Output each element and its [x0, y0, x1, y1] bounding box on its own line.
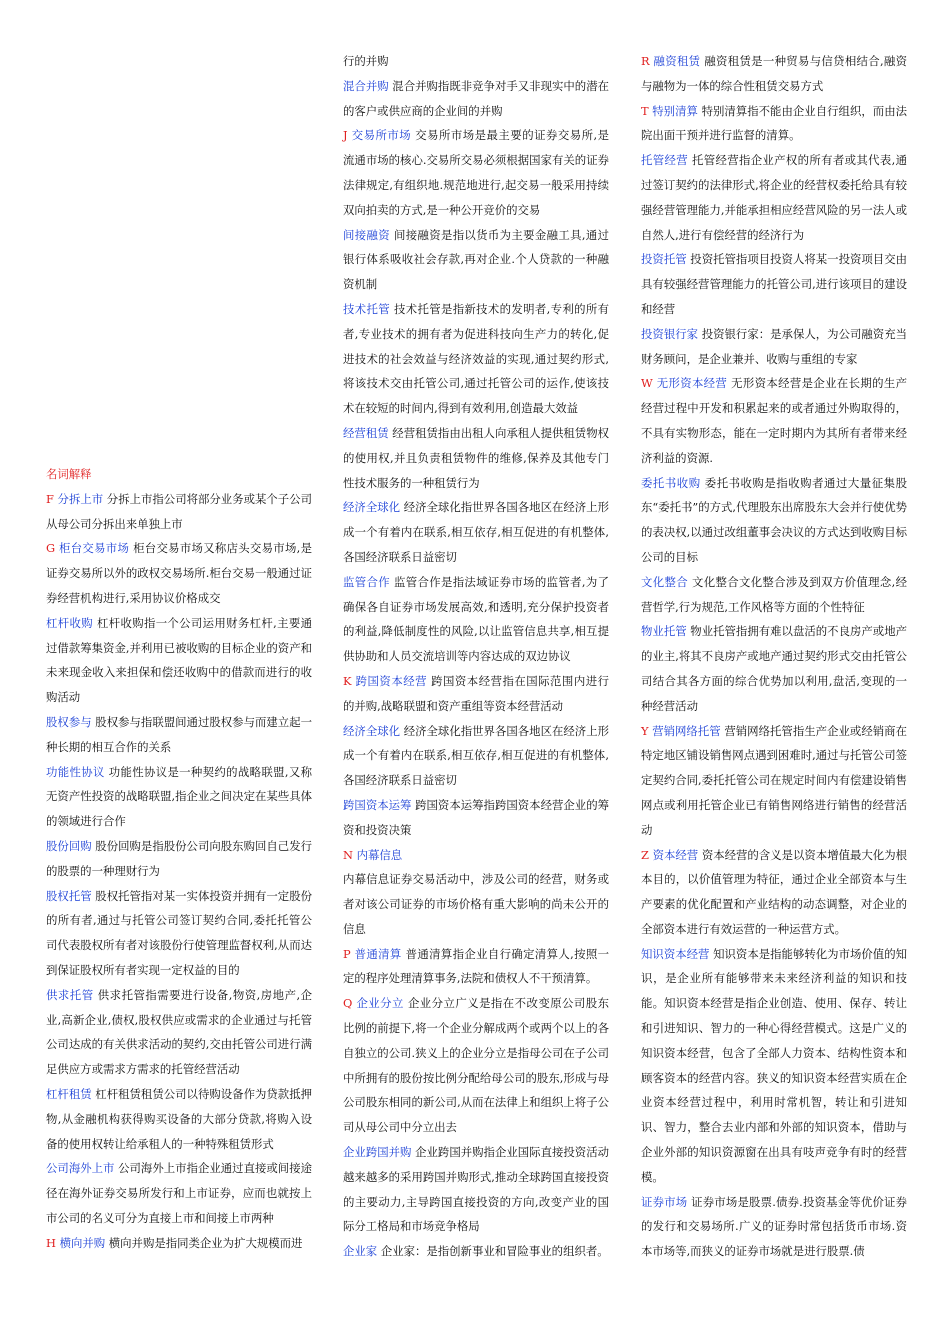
glossary-entry — [46, 1231, 312, 1256]
glossary-entry — [641, 247, 907, 321]
glossary-entry — [343, 74, 609, 124]
glossary-term: 文化整合 — [641, 574, 688, 589]
index-letter: Q — [343, 996, 353, 1011]
glossary-definition: 企业家：是指创新事业和冒险事业的组织者。 — [380, 1244, 609, 1259]
glossary-term: 跨国资本经营 — [355, 673, 427, 688]
glossary-entry — [343, 1239, 609, 1264]
glossary-term: 经济全球化 — [343, 723, 401, 738]
glossary-term: 供求托管 — [46, 987, 94, 1002]
glossary-entry — [343, 843, 609, 868]
glossary-term: 知识资本经营 — [641, 946, 710, 961]
glossary-definition: 杠杆收购指一个公司运用财务杠杆,主要通过借款筹集资金,并利用已被收购的目标企业的资产和未来现金收入来担保和偿还收购中的借款而进行的收购活动 — [46, 615, 312, 705]
glossary-definition: 分拆上市指公司将部分业务或某个子公司从母公司分拆出来单独上市 — [46, 491, 312, 531]
glossary-term: 委托书收购 — [641, 475, 701, 490]
glossary-definition: 资本经营的含义是以资本增值最大化为根本目的，以价值管理为特征，通过企业全部资本与生产要素的优化配置和产业结构的动态调整，对企业的全部资本进行有效运营的一种运营方式。 — [641, 847, 907, 936]
glossary-definition: 证券市场是股票.债券.投资基金等优价证券的发行和交易场所.广义的证券时常包括货币市场.资本市场等,而狭义的证券市场就是进行股票.债 — [641, 1194, 907, 1259]
glossary-entry — [343, 297, 609, 421]
glossary-entry — [343, 495, 609, 569]
glossary-entry — [46, 983, 312, 1082]
glossary-definition: 融资租赁是一种贸易与信贷相结合,融资与融物为一体的综合性租赁交易方式 — [641, 54, 908, 93]
glossary-definition: 委托书收购是指收购者通过大量征集股东“委托书”的方式,代理股东出席股东大会并行使优势的表决权,以通过改组董事会决议的方式达到收购目标公司的目标 — [641, 475, 907, 564]
glossary-term: 企业分立 — [356, 996, 404, 1011]
glossary-entry — [641, 942, 907, 1190]
glossary-term: 物业托管 — [641, 624, 687, 639]
glossary-entry — [641, 570, 907, 620]
glossary-definition: 物业托管指拥有难以盘活的不良房产或地产的业主,将其不良房产或地产通过契约形式交由托管公司结合其各方面的综合优势加以利用,盘活,变现的一种经营活动 — [641, 624, 907, 713]
glossary-entry — [46, 536, 312, 610]
glossary-definition: 柜台交易市场又称店头交易市场,是证券交易所以外的政权交易场所.柜台交易一般通过证券经营机构进行,采用协议价格成交 — [46, 541, 312, 605]
glossary-term: 投资银行家 — [641, 326, 699, 341]
glossary-definition: 杠杆租赁租赁公司以待购设备作为贷款抵押物,从金融机构获得购买设备的大部分贷款,将购入设备的使用权转让给承租人的一种特殊租赁形式 — [46, 1086, 312, 1151]
glossary-term: 经济全球化 — [343, 500, 401, 515]
glossary-term: 横向并购 — [59, 1235, 106, 1250]
glossary-definition: 营销网络托管指生产企业或经销商在特定地区铺设销售网点遇到困难时,通过与托管公司签定契约合同,委托托管公司在规定时间内有偿建设销售网点或利用托管企业已有销售网络进行销售的经营活动 — [641, 723, 907, 837]
glossary-definition: 企业分立广义是指在不改变原公司股东比例的前提下,将一个企业分解成两个或两个以上的各自独立的公司.狭义上的企业分立是指母公司在子公司中所拥有的股份按比例分配给母公司的股东,形成与母公司股东相同的新公司,从而在法律上和组织上将子公司从母公司中分立出去 — [343, 996, 609, 1135]
glossary-entry — [641, 1190, 907, 1264]
glossary-term: 分拆上市 — [57, 491, 104, 506]
glossary-term: 间接融资 — [343, 227, 390, 242]
glossary-definition: 无形资本经营是企业在长期的生产经营过程中开发和积累起来的或者通过外购取得的，不具有实物形态，能在一定时期内为其所有者带来经济利益的资源. — [641, 376, 907, 465]
glossary-term: 公司海外上市 — [46, 1161, 115, 1176]
index-letter: J — [343, 128, 348, 143]
column-middle — [343, 49, 609, 1264]
glossary-term: 混合并购 — [343, 78, 389, 93]
section-title: 名词解释 — [46, 467, 92, 481]
glossary-definition: 股份回购是指股份公司向股东购回自己发行的股票的一种理财行为 — [46, 838, 312, 878]
glossary-entry — [641, 148, 907, 247]
glossary-term: 技术托管 — [343, 301, 390, 316]
glossary-definition: 内幕信息证券交易活动中，涉及公司的经营，财务或者对该公司证券的市场价格有重大影响的尚未公开的信息 — [343, 872, 609, 936]
glossary-term: 股权参与 — [46, 714, 92, 729]
glossary-entry — [46, 487, 312, 537]
glossary-entry — [46, 834, 312, 884]
index-letter: T — [641, 103, 649, 118]
glossary-definition: 间接融资是指以货币为主要金融工具,通过银行体系吸收社会存款,再对企业.个人贷款的一种融资机制 — [343, 227, 609, 292]
glossary-entry — [343, 123, 609, 222]
glossary-definition: 技术托管是指新技术的发明者,专利的所有者,专业技术的拥有者为促进科技向生产力的转化,促进技术的社会效益与经济效益的实现,通过契约形式,将该技术交由托管公司,通过托管公司的运作,使该技术在较短的时间内,得到有效利用,创造最大效益 — [343, 301, 609, 416]
glossary-term: 杠杆租赁 — [46, 1086, 92, 1101]
glossary-entry — [641, 719, 907, 843]
glossary-definition: 企业跨国并购指企业国际直接投资活动越来越多的采用跨国并购形式,推动全球跨国直接投资的主要动力,主导跨国直接投资的方向,改变产业的国际分工格局和市场竞争格局 — [343, 1145, 609, 1234]
glossary-entry — [46, 611, 312, 710]
column-right — [641, 49, 907, 1264]
index-letter: F — [46, 491, 54, 506]
glossary-term: 监管合作 — [343, 574, 390, 589]
glossary-definition: 托管经营指企业产权的所有者或其代表,通过签订契约的法律形式,将企业的经营权委托给具有较强经营管理能力,并能承担相应经营风险的另一法人或自然人,进行有偿经营的经济行为 — [641, 153, 907, 242]
glossary-definition: 股权托管指对某一实体投资并拥有一定股份的所有者,通过与托管公司签订契约合同,委托托管公司代表股权所有者对该股份行使管理监督权利,从而达到保证股权所有者实现一定权益的目的 — [46, 888, 312, 977]
glossary-term: 证券市场 — [641, 1194, 688, 1209]
glossary-term: 交易所市场 — [351, 128, 412, 143]
glossary-entry — [641, 371, 907, 470]
index-letter: W — [641, 376, 653, 391]
glossary-entry — [46, 710, 312, 760]
glossary-term: 无形资本经营 — [656, 376, 728, 391]
glossary-definition: 投资托管指项目投资人将某一投资项目交由具有较强经营管理能力的托管公司,进行该项目的建设和经营 — [641, 252, 907, 316]
glossary-entry — [46, 1082, 312, 1156]
glossary-entry — [641, 619, 907, 718]
glossary-definition: 功能性协议是一种契约的战略联盟,又称无资产性投资的战略联盟,指企业之间决定在某些具体的领域进行合作 — [46, 764, 312, 829]
glossary-term: 经营租赁 — [343, 425, 389, 440]
glossary-entry — [641, 49, 907, 99]
glossary-entry — [343, 1140, 609, 1239]
glossary-definition: 横向并购是指同类企业为扩大规模而进 — [108, 1235, 303, 1250]
glossary-definition: 知识资本是指能够转化为市场价值的知识，是企业所有能够带来未来经济利益的知识和技能。知识资本经营是指企业创造、使用、保存、转让和引进知识、智力的一种心得经营模式。这是广义的知识资本经营，包含了全部人力资本、结构性资本和顾客资本的经营内容。狭义的知识资本经营实质在企业资本经营过程中，利用时常机智，转让和引进知识、智力，整合去业内部和外部的知识资本，借助与企业外部的知识资源窗在出具有吱声竞争有时的经营模。 — [641, 946, 907, 1184]
glossary-term: 功能性协议 — [46, 764, 105, 779]
glossary-term: 跨国资本运筹 — [343, 797, 412, 812]
glossary-entry — [343, 421, 609, 495]
glossary-definition: 跨国资本运筹指跨国资本经营企业的筹资和投资决策 — [343, 797, 609, 837]
glossary-term: 股份回购 — [46, 838, 92, 853]
glossary-definition: 经济全球化指世界各国各地区在经济上形成一个有着内在联系,相互依存,相互促进的有机整体,各国经济联系日益密切 — [343, 500, 609, 564]
glossary-definition: 股权参与指联盟间通过股权参与而建立起一种长期的相互合作的关系 — [46, 714, 312, 754]
index-letter: G — [46, 541, 56, 556]
glossary-term: 杠杆收购 — [46, 615, 93, 630]
glossary-definition: 特别清算指不能由企业自行组织，而由法院出面干预并进行监督的清算。 — [641, 103, 907, 143]
glossary-term: 融资租赁 — [653, 54, 701, 68]
index-letter: Z — [641, 847, 649, 862]
index-letter: P — [343, 946, 351, 961]
glossary-entry — [46, 760, 312, 834]
glossary-entry — [343, 793, 609, 843]
glossary-definition: 行的并购 — [343, 54, 389, 68]
glossary-definition: 监管合作是指法域证券市场的监管者,为了确保各自证券市场发展高效,和透明,充分保护投资者的利益,降低制度性的风险,以让监管信息共享,相互提供协助和人员交流培训等内容达成的双边协议 — [343, 574, 609, 664]
glossary-entry — [641, 99, 907, 149]
glossary-term: 内幕信息 — [356, 847, 403, 862]
glossary-entry — [46, 1156, 312, 1230]
index-letter: K — [343, 673, 352, 688]
glossary-entry — [343, 570, 609, 669]
glossary-definition: 跨国资本经营指在国际范围内进行的并购,战略联盟和资产重组等资本经营活动 — [343, 673, 609, 713]
glossary-entry — [343, 942, 609, 992]
glossary-definition: 投资银行家：是承保人，为公司融资充当财务顾问，是企业兼并、收购与重组的专家 — [641, 326, 907, 366]
glossary-entry — [641, 843, 907, 942]
glossary-definition: 混合并购指既非竞争对手又非现实中的潜在的客户或供应商的企业间的并购 — [343, 78, 609, 118]
glossary-term: 营销网络托管 — [652, 723, 721, 738]
glossary-term: 投资托管 — [641, 252, 687, 267]
glossary-definition: 交易所市场是最主要的证券交易所,是流通市场的核心.交易所交易必须根据国家有关的证券法律规定,有组织地.规范地进行,起交易一般采用持续双向拍卖的方式,是一种公开竞价的交易 — [343, 128, 610, 217]
glossary-entry — [343, 223, 609, 297]
glossary-entry — [46, 884, 312, 983]
glossary-entry — [343, 49, 609, 74]
glossary-term: 托管经营 — [641, 153, 688, 168]
glossary-term: 柜台交易市场 — [59, 541, 130, 556]
glossary-definition: 经济全球化指世界各国各地区在经济上形成一个有着内在联系,相互依存,相互促进的有机整体,各国经济联系日益密切 — [343, 723, 609, 788]
glossary-definition: 文化整合文化整合涉及到双方价值理念,经营哲学,行为规范,工作风格等方面的个性特征 — [641, 574, 907, 614]
glossary-definition: 经营租赁指由出租人向承租人提供租赁物权的使用权,并且负责租赁物件的维修,保养及其他专门性技术服务的一种租赁行为 — [343, 425, 609, 490]
glossary-entry — [641, 322, 907, 372]
glossary-definition: 普通清算指企业自行确定清算人,按照一定的程序处理清算事务,法院和债权人不干预清算。 — [343, 946, 609, 986]
glossary-definition: 公司海外上市指企业通过直接或间接途径在海外证券交易所发行和上市证券，应而也就按上市公司的名义可分为直接上市和间接上市两种 — [46, 1161, 312, 1225]
column-left — [46, 462, 312, 1256]
glossary-term: 股权托管 — [46, 888, 92, 903]
index-letter: Y — [641, 723, 649, 738]
glossary-entry — [343, 991, 609, 1140]
glossary-term: 特别清算 — [652, 103, 698, 118]
glossary-term: 企业跨国并购 — [343, 1145, 412, 1160]
glossary-term: 资本经营 — [652, 847, 699, 862]
glossary-term: 普通清算 — [354, 946, 402, 961]
index-letter: R — [641, 54, 650, 68]
glossary-entry — [343, 719, 609, 793]
glossary-entry — [641, 471, 907, 570]
glossary-term: 企业家 — [343, 1244, 378, 1259]
index-letter: N — [343, 847, 353, 862]
index-letter: H — [46, 1235, 56, 1250]
glossary-definition: 供求托管指需要进行设备,物资,房地产,企业,高新企业,债权,股权供应或需求的企业通过与托管公司达成的有关供求活动的契约,交由托管公司进行满足供应方或需求方需求的托管经营活动 — [46, 987, 312, 1077]
glossary-entry — [343, 669, 609, 719]
